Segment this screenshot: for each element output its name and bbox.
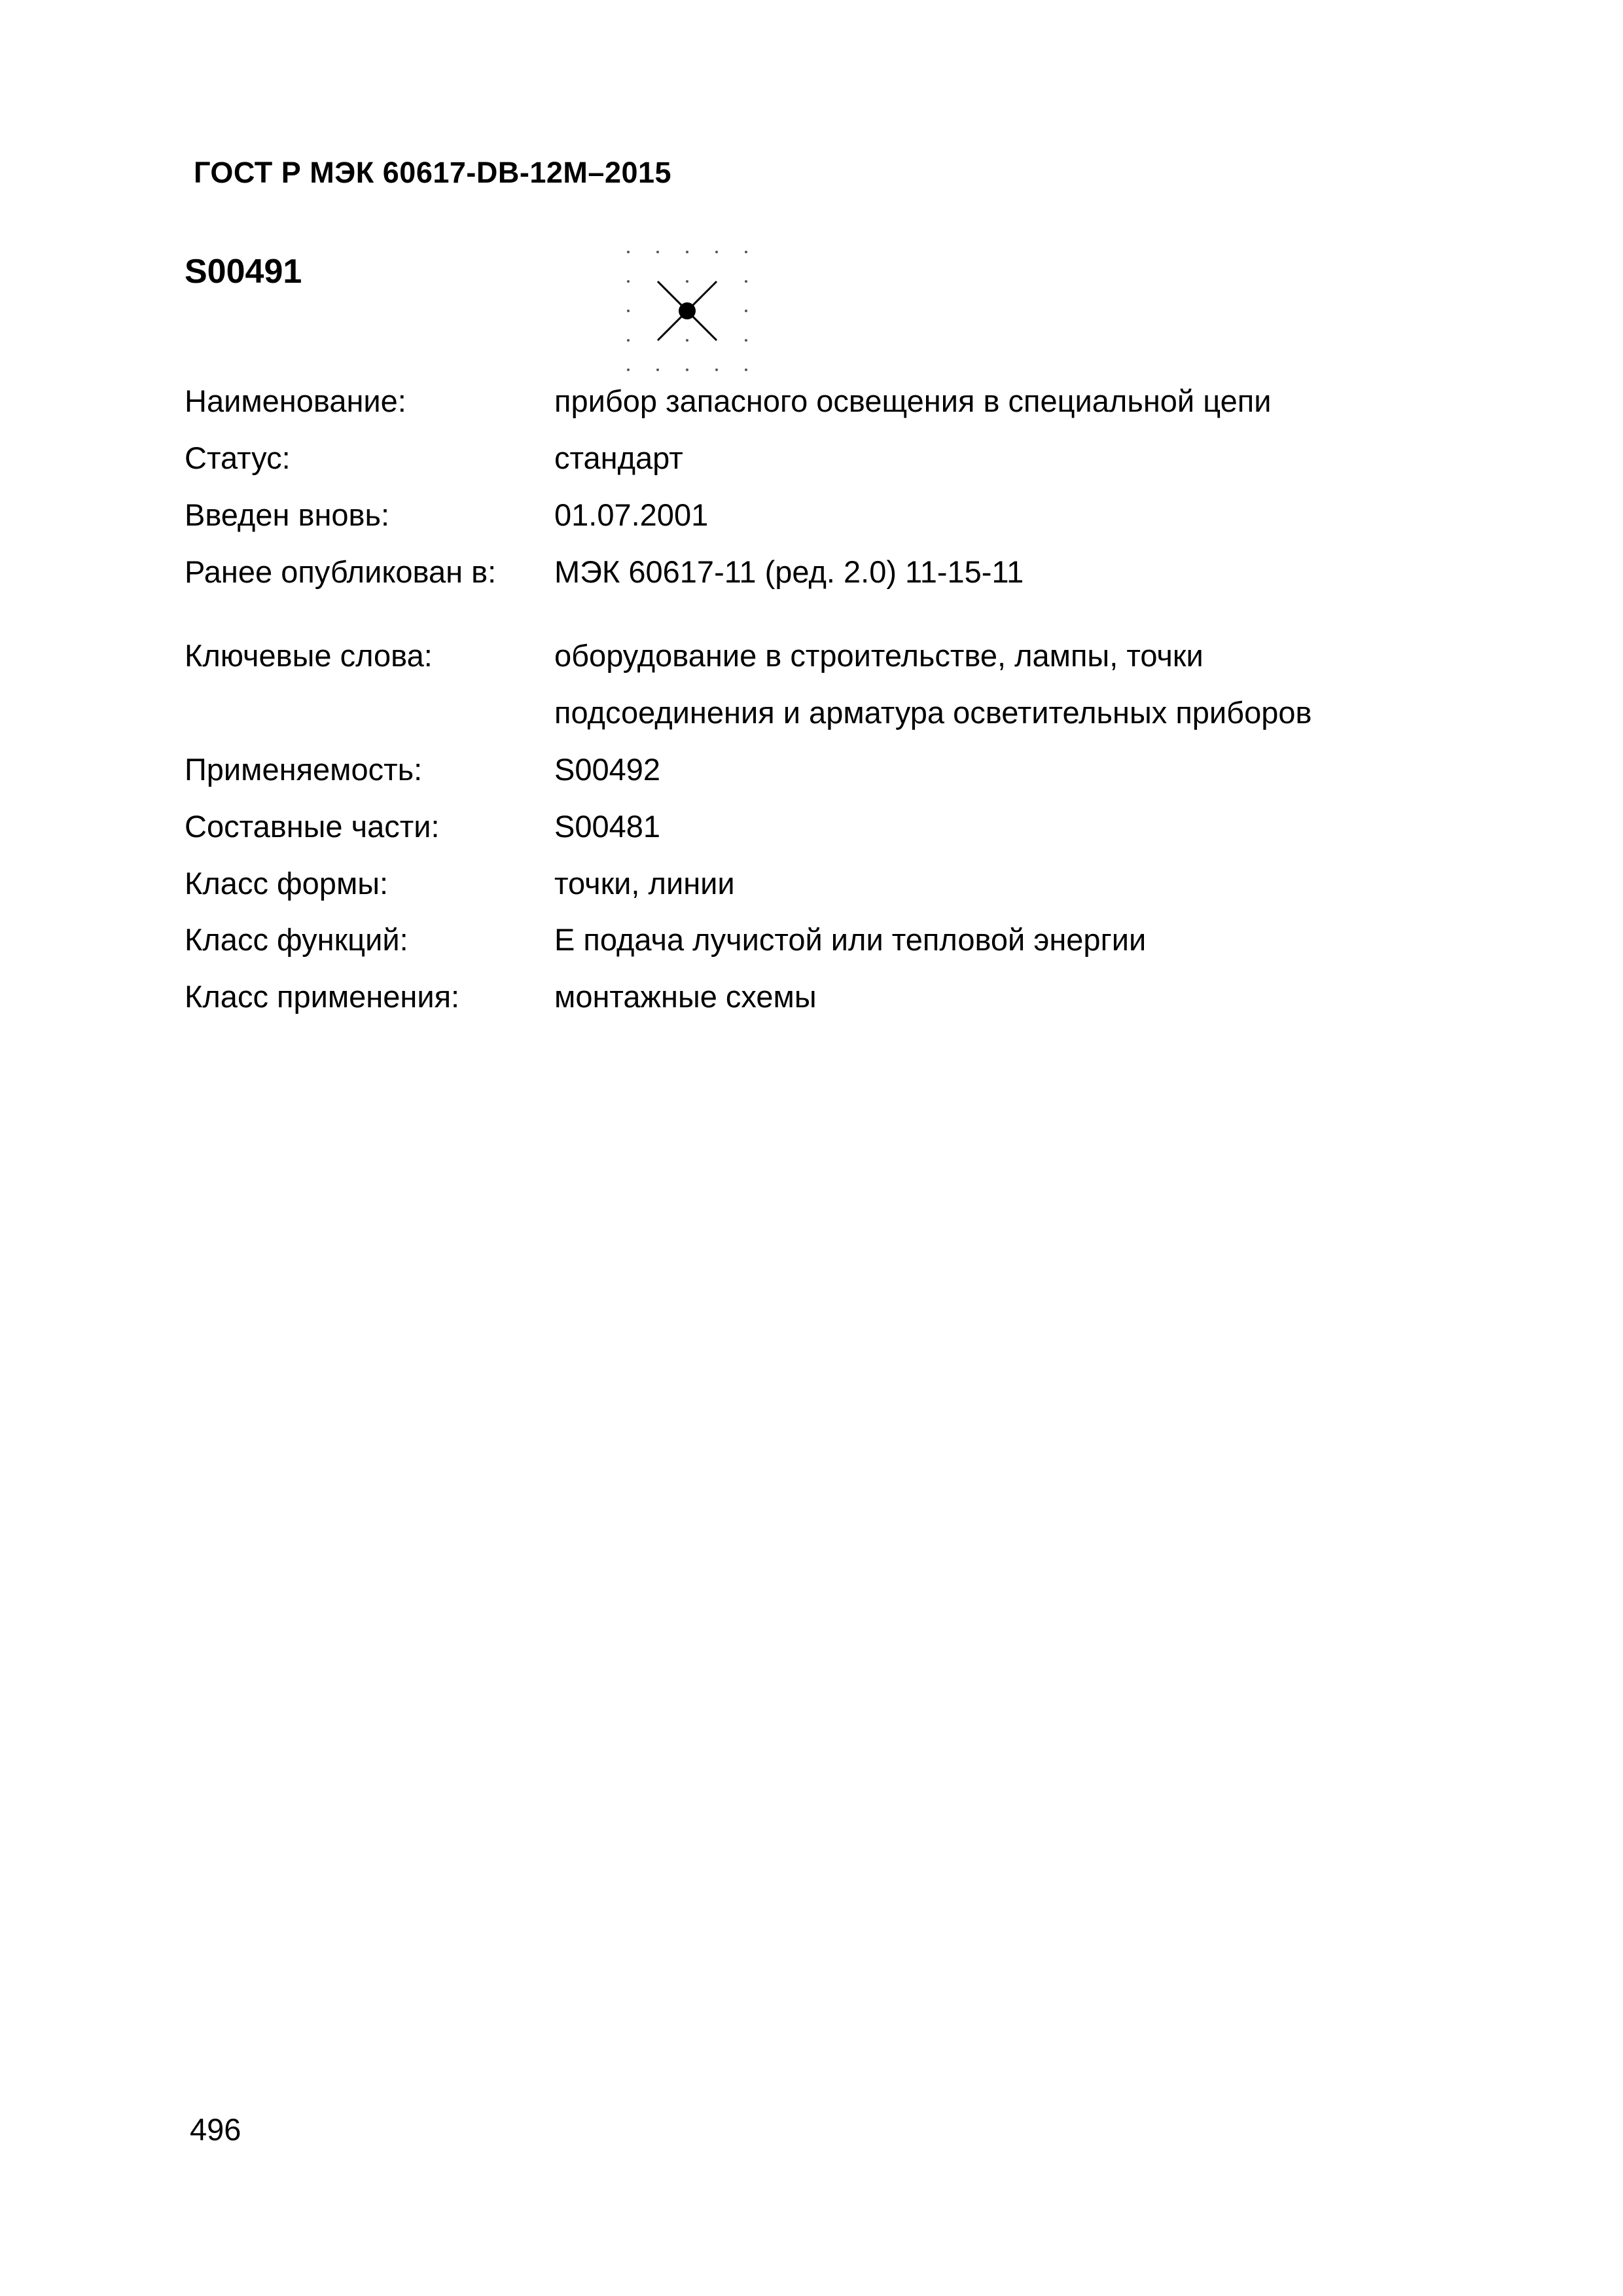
- field-label: Наименование:: [185, 384, 406, 418]
- field-label: Применяемость:: [185, 752, 423, 787]
- field-value: S00481: [554, 809, 661, 844]
- symbol-drawing: [622, 245, 753, 376]
- field-value: 01.07.2001: [554, 497, 709, 532]
- field-value: точки, линии: [554, 866, 735, 901]
- field-label: Класс формы:: [185, 866, 389, 901]
- field-value: оборудование в строительстве, лампы, точки: [554, 638, 1204, 673]
- page-number: 496: [190, 2112, 241, 2147]
- field-value: монтажные схемы: [554, 979, 817, 1014]
- document-header: ГОСТ Р МЭК 60617-DB-12M–2015: [194, 156, 672, 189]
- field-value: прибор запасного освещения в специальной цепи: [554, 384, 1272, 418]
- field-label: Составные части:: [185, 809, 440, 844]
- field-value: E подача лучистой или тепловой энергии: [554, 922, 1147, 957]
- field-label: Класс функций:: [185, 922, 408, 957]
- field-value: S00492: [554, 752, 661, 787]
- field-label: Класс применения:: [185, 979, 460, 1014]
- field-label: Ключевые слова:: [185, 638, 433, 673]
- field-label: Статус:: [185, 440, 291, 475]
- field-value: стандарт: [554, 440, 683, 475]
- symbol-code: S00491: [185, 253, 302, 291]
- symbol-center-dot: [679, 302, 696, 319]
- field-label: Ранее опубликован в:: [185, 554, 497, 589]
- field-label: Введен вновь:: [185, 497, 390, 532]
- emergency-lighting-symbol-icon: [622, 245, 753, 376]
- field-value-continuation: подсоединения и арматура осветительных приборов: [554, 695, 1312, 730]
- field-value: МЭК 60617-11 (ред. 2.0) 11-15-11: [554, 554, 1024, 589]
